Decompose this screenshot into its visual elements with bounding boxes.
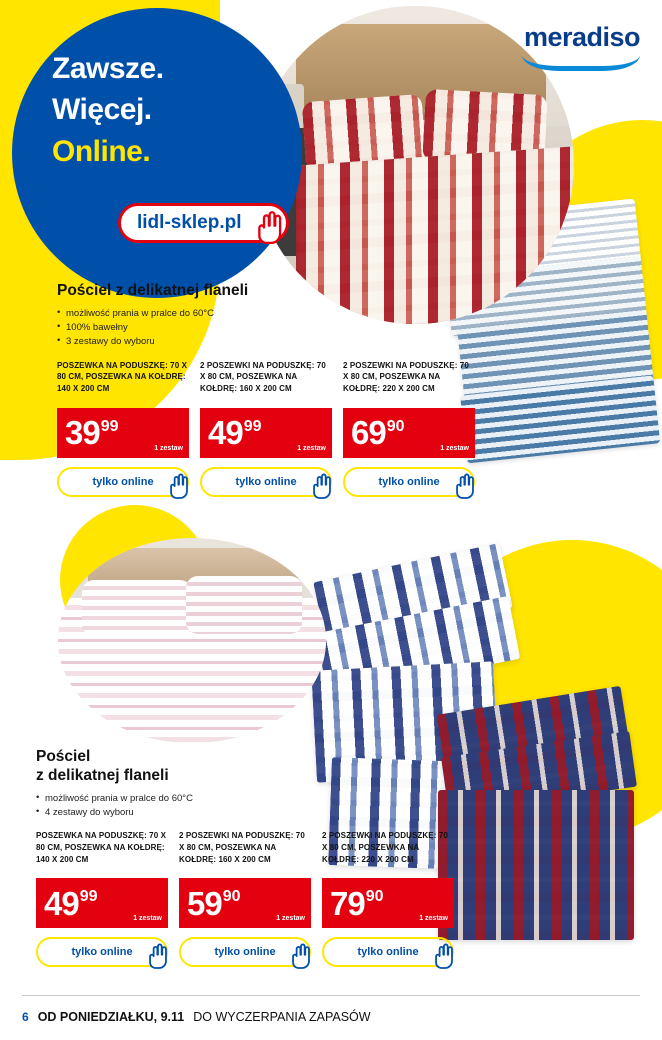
meradiso-logo (522, 22, 640, 71)
product-2-bullets (36, 792, 476, 821)
product-2-variant-3-online-button[interactable] (322, 937, 454, 967)
product-1-variant-2-description: 2 POSZEWKI NA PODUSZKĘ: 70 X 80 CM, POSZEWKA NA KOŁDRĘ: 160 X 200 CM (200, 360, 326, 393)
online-button-label: tylko online (378, 475, 440, 488)
hero-slogan-line-3: Online. (52, 134, 151, 168)
product-2-bullet-2: • 4 zestawy do wyboru (36, 806, 476, 820)
product-2-variant-3-price (322, 878, 454, 928)
product-1-bullets (57, 307, 497, 350)
price-integer: 49 (208, 414, 243, 452)
product-2-title-line-2: z delikatnej flaneli (36, 766, 169, 784)
product-block-2 (36, 748, 476, 967)
pointing-hand-icon (432, 941, 458, 969)
lidl-sklep-pill[interactable] (118, 203, 289, 243)
pointing-hand-icon (254, 208, 288, 244)
product-2-variant-1-online-button[interactable] (36, 937, 168, 967)
product-2-variant-2-online-button[interactable] (179, 937, 311, 967)
product-1-variant-2 (200, 360, 332, 497)
pointing-hand-icon (310, 471, 336, 499)
brand-name: meradiso (523, 22, 640, 52)
product-1-variant-2-online-button[interactable] (200, 467, 332, 497)
price-decimal: 90 (386, 417, 405, 435)
lidl-sklep-label: lidl-sklep.pl (137, 212, 242, 233)
product-1-variant-3-online-button[interactable] (343, 467, 475, 497)
hero-slogan (52, 48, 164, 172)
brand-swoosh-icon (522, 55, 640, 71)
footer-divider (22, 995, 640, 996)
pointing-hand-icon (167, 471, 193, 499)
online-button-label: tylko online (214, 946, 276, 959)
product-1-variant-1-online-button[interactable] (57, 467, 189, 497)
product-1-variant-2-price (200, 408, 332, 458)
online-button-label: tylko online (92, 475, 154, 488)
product-1-variant-1-description: POSZEWKA NA PODUSZKĘ: 70 X 80 CM, POSZEWKA NA KOŁDRĘ: 140 X 200 CM (57, 360, 188, 393)
product-1-variant-1-price (57, 408, 189, 458)
price-decimal: 90 (222, 888, 241, 906)
price-decimal: 99 (100, 417, 119, 435)
product-2-title-line-1: Pościel (36, 748, 91, 765)
page-footer (22, 1010, 371, 1024)
product-1-bullet-1: • możliwość prania w pralce do 60°C (57, 307, 497, 321)
product-1-variant-3-description: 2 POSZEWKI NA PODUSZKĘ: 70 X 80 CM, POSZEWKA NA KOŁDRĘ: 220 X 200 CM (343, 360, 469, 393)
price-unit: 1 zestaw (440, 444, 469, 452)
product-1-variant-3 (343, 360, 475, 497)
product-2-variant-1 (36, 830, 168, 967)
product-2-variant-1-description: POSZEWKA NA PODUSZKĘ: 70 X 80 CM, POSZEWKA NA KOŁDRĘ: 140 X 200 CM (36, 831, 167, 864)
price-unit: 1 zestaw (133, 915, 162, 923)
product-1-bullet-2: • 100% bawełny (57, 321, 497, 335)
online-button-label: tylko online (71, 946, 133, 959)
footer-date: OD PONIEDZIAŁKU, 9.11 (37, 1010, 185, 1024)
price-unit: 1 zestaw (297, 444, 326, 452)
hero-slogan-line-2: Więcej. (52, 93, 152, 127)
pointing-hand-icon (289, 941, 315, 969)
product-2-variant-2 (179, 830, 311, 967)
online-button-label: tylko online (357, 946, 419, 959)
product-2-variant-3 (322, 830, 454, 967)
striped-pillow-right (186, 576, 302, 634)
product-1-variant-1 (57, 360, 189, 497)
product-1-bullet-3: • 3 zestawy do wyboru (57, 335, 497, 349)
lidl-sklep-badge[interactable] (118, 203, 289, 243)
price-decimal: 99 (243, 417, 262, 435)
product-1-title: Pościel z delikatnej flaneli (57, 282, 249, 299)
product-2-title (36, 748, 476, 786)
price-integer: 59 (187, 884, 222, 922)
page-number: 6 (22, 1010, 29, 1024)
price-integer: 69 (351, 414, 386, 452)
product-2-bullet-1: • możliwość prania w pralce do 60°C (36, 792, 476, 806)
price-integer: 79 (330, 884, 365, 922)
price-decimal: 99 (79, 888, 98, 906)
price-decimal: 90 (365, 888, 384, 906)
product-2-variants (36, 830, 476, 967)
price-integer: 49 (44, 884, 79, 922)
product-2-variant-2-description: 2 POSZEWKI NA PODUSZKĘ: 70 X 80 CM, POSZEWKA NA KOŁDRĘ: 160 X 200 CM (179, 831, 305, 864)
footer-note: DO WYCZERPANIA ZAPASÓW (193, 1010, 371, 1024)
product-block-1 (57, 282, 497, 497)
product-2-variant-3-description: 2 POSZEWKI NA PODUSZKĘ: 70 X 80 CM, POSZEWKA NA KOŁDRĘ: 220 X 200 CM (322, 831, 448, 864)
hero-slogan-line-1: Zawsze. (52, 52, 164, 85)
price-integer: 39 (65, 414, 100, 452)
product-1-variants (57, 360, 497, 497)
price-unit: 1 zestaw (154, 444, 183, 452)
second-bedroom-photo (58, 538, 326, 743)
price-unit: 1 zestaw (419, 915, 448, 923)
product-2-variant-1-price (36, 878, 168, 928)
product-1-variant-3-price (343, 408, 475, 458)
product-2-variant-2-price (179, 878, 311, 928)
online-button-label: tylko online (235, 475, 297, 488)
price-unit: 1 zestaw (276, 915, 305, 923)
pointing-hand-icon (146, 941, 172, 969)
pointing-hand-icon (453, 471, 479, 499)
striped-pillow-left (82, 580, 192, 636)
